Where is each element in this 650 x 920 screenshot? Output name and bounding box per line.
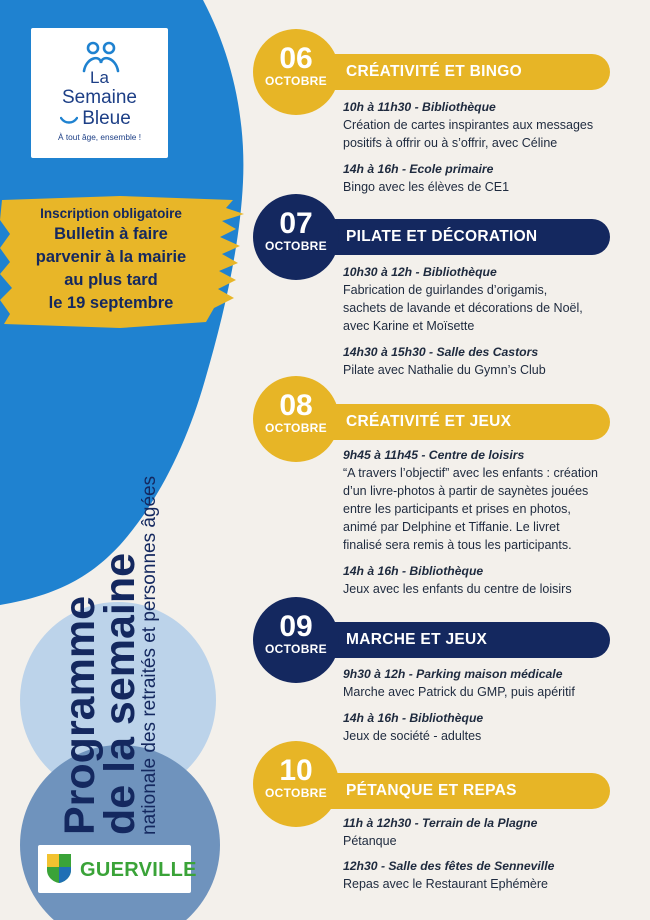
event-09-2 bbox=[343, 709, 628, 745]
event-07-2 bbox=[343, 343, 628, 379]
event-heading: 9h45 à 11h45 - Centre de loisirs bbox=[343, 448, 525, 462]
date-circle-09 bbox=[253, 597, 339, 683]
inscription-line-3: parvenir à la mairie bbox=[35, 248, 187, 266]
town-name: GUERVILLE bbox=[80, 859, 197, 881]
event-text: d’un livre-photos à partir de saynètes jouées bbox=[343, 484, 589, 498]
event-text: Marche avec Patrick du GMP, puis apéritif bbox=[343, 685, 575, 699]
inscription-notice bbox=[6, 205, 216, 315]
event-text: finalisé sera remis à tous les participants. bbox=[343, 538, 572, 552]
guerville-logo bbox=[38, 845, 197, 893]
inscription-line-5: le 19 septembre bbox=[48, 294, 174, 312]
day-title-08: CRÉATIVITÉ ET JEUX bbox=[346, 413, 512, 430]
date-day-07: 07 bbox=[279, 207, 313, 240]
event-heading: 10h30 à 12h - Bibliothèque bbox=[343, 265, 497, 279]
event-heading: 12h30 - Salle des fêtes de Senneville bbox=[343, 859, 555, 873]
event-text: Bingo avec les élèves de CE1 bbox=[343, 180, 510, 194]
event-heading: 14h à 16h - Bibliothèque bbox=[343, 564, 484, 578]
inscription-line-4: au plus tard bbox=[64, 271, 158, 289]
semaine-bleue-logo bbox=[31, 28, 168, 158]
logo-text-semaine: Semaine bbox=[62, 87, 137, 108]
event-text: Jeux de société - adultes bbox=[343, 729, 482, 743]
event-08-2 bbox=[343, 562, 628, 598]
event-text: animé par Delphine et Tiffanie. Le livret bbox=[343, 520, 560, 534]
event-text: Pétanque bbox=[343, 834, 397, 848]
event-text: sachets de lavande et décorations de Noël, bbox=[343, 301, 583, 315]
event-heading: 14h à 16h - Bibliothèque bbox=[343, 711, 484, 725]
day-title-06: CRÉATIVITÉ ET BINGO bbox=[346, 63, 522, 80]
logo-tagline: À tout âge, ensemble ! bbox=[57, 132, 142, 142]
event-text: positifs à offrir ou à s’offrir, avec Céline bbox=[343, 136, 558, 150]
event-heading: 14h30 à 15h30 - Salle des Castors bbox=[343, 345, 539, 359]
event-08-1 bbox=[343, 446, 628, 554]
date-circle-10 bbox=[253, 741, 339, 827]
vertical-program-title bbox=[56, 475, 160, 835]
date-day-06: 06 bbox=[279, 42, 313, 75]
event-10-2 bbox=[343, 857, 628, 893]
title-programme: Programme bbox=[56, 596, 104, 835]
day-title-09: MARCHE ET JEUX bbox=[346, 631, 488, 648]
event-heading: 14h à 16h - Ecole primaire bbox=[343, 162, 494, 176]
event-09-1 bbox=[343, 665, 628, 701]
inscription-line-1: Inscription obligatoire bbox=[40, 206, 182, 221]
date-month-08: OCTOBRE bbox=[265, 421, 327, 435]
date-month-09: OCTOBRE bbox=[265, 642, 327, 656]
date-circle-07 bbox=[253, 194, 339, 280]
event-06-1 bbox=[343, 98, 628, 152]
date-day-09: 09 bbox=[279, 610, 313, 643]
inscription-line-2: Bulletin à faire bbox=[54, 225, 168, 243]
date-month-10: OCTOBRE bbox=[265, 786, 327, 800]
event-07-1 bbox=[343, 263, 628, 335]
day-title-10: PÉTANQUE ET REPAS bbox=[346, 782, 517, 799]
date-day-10: 10 bbox=[279, 754, 313, 787]
event-text: entre les participants et prises en photos, bbox=[343, 502, 571, 516]
day-title-07: PILATE ET DÉCORATION bbox=[346, 228, 538, 245]
date-circle-06 bbox=[253, 29, 339, 115]
event-text: Pilate avec Nathalie du Gymn’s Club bbox=[343, 363, 546, 377]
event-text: avec Karine et Moïsette bbox=[343, 319, 475, 333]
event-text: Création de cartes inspirantes aux messages bbox=[343, 118, 594, 132]
logo-text-bleue: Bleue bbox=[82, 108, 131, 129]
date-month-07: OCTOBRE bbox=[265, 239, 327, 253]
event-text: Repas avec le Restaurant Ephémère bbox=[343, 877, 548, 891]
event-text: “A travers l’objectif” avec les enfants : création bbox=[343, 466, 598, 480]
event-text: Fabrication de guirlandes d’origamis, bbox=[343, 283, 548, 297]
date-month-06: OCTOBRE bbox=[265, 74, 327, 88]
event-10-1 bbox=[343, 814, 628, 850]
date-circle-08 bbox=[253, 376, 339, 462]
event-heading: 9h30 à 12h - Parking maison médicale bbox=[343, 667, 563, 681]
event-text: Jeux avec les enfants du centre de loisirs bbox=[343, 582, 572, 596]
title-de-la-semaine: de la semaine bbox=[96, 552, 144, 835]
logo-text-la: La bbox=[90, 68, 109, 87]
shield-icon bbox=[46, 853, 72, 884]
event-heading: 10h à 11h30 - Bibliothèque bbox=[343, 100, 496, 114]
event-06-2 bbox=[343, 160, 628, 196]
event-heading: 11h à 12h30 - Terrain de la Plagne bbox=[343, 816, 538, 830]
title-subtitle: nationale des retraités et personnes âgées bbox=[139, 475, 160, 835]
date-day-08: 08 bbox=[279, 389, 313, 422]
